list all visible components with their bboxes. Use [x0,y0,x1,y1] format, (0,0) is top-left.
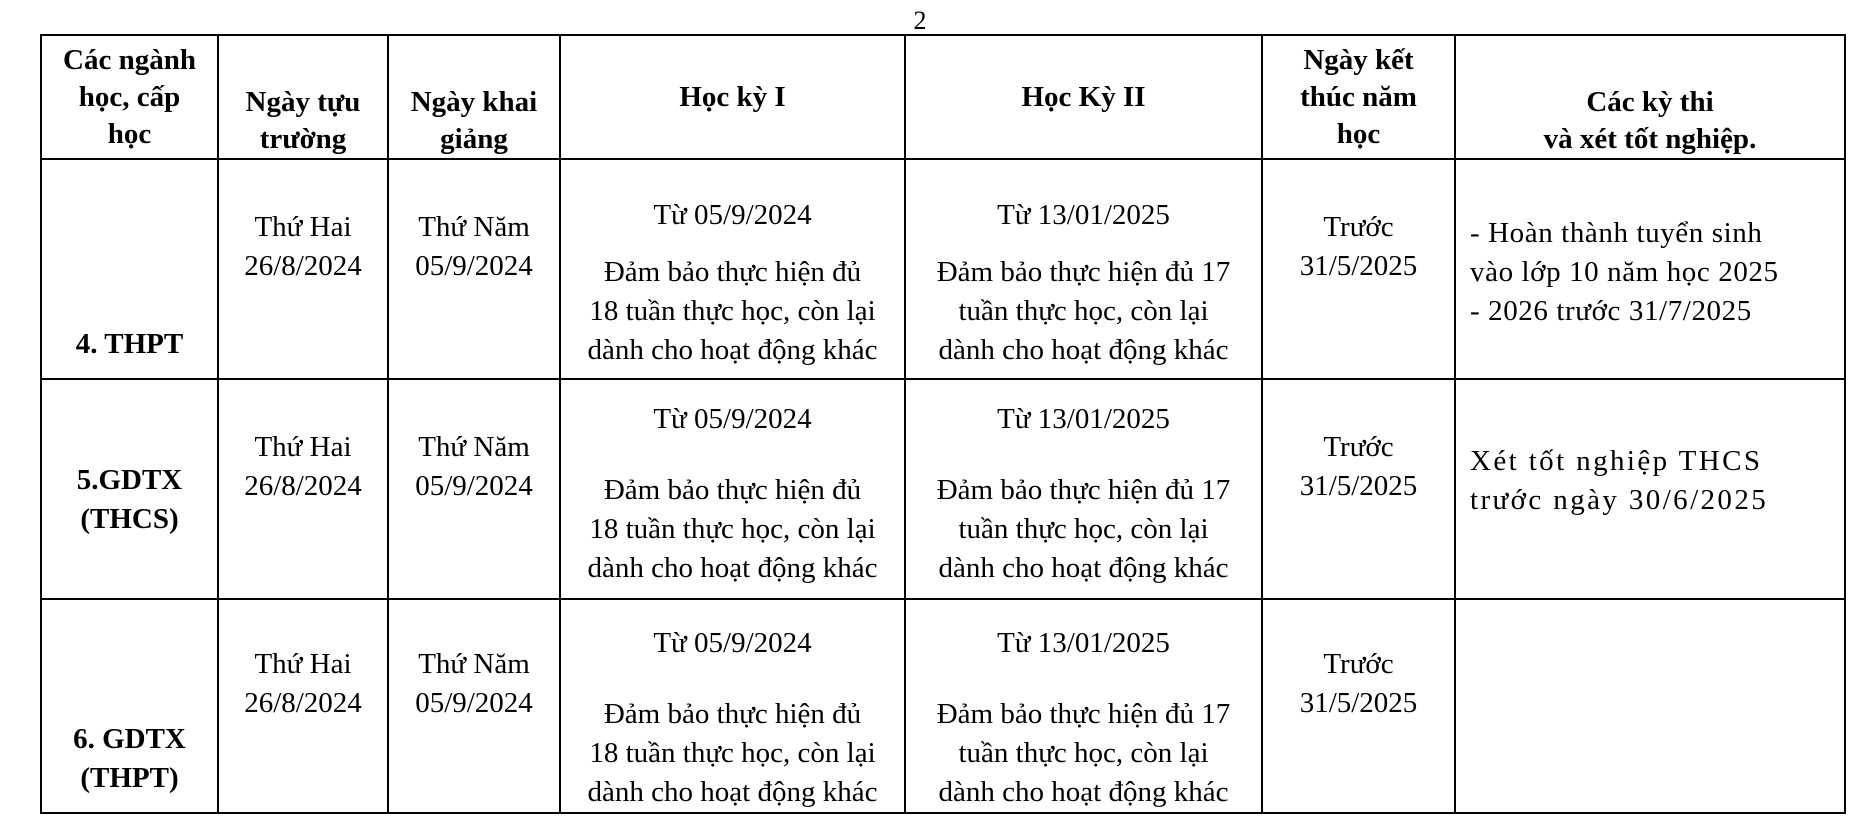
term-2-cell [905,379,1262,599]
header-exams-line: và xét tốt nghiệp. [1543,123,1757,155]
exams-cell [1455,379,1845,599]
end-label: Trước [1323,431,1394,463]
weekday: Thứ Hai [254,648,352,680]
end-date: 31/5/2025 [1299,250,1418,282]
header-level-line: học [107,117,152,150]
gathering-day-cell [218,379,388,599]
level-cell [41,159,218,379]
level-line: (THCS) [80,503,179,535]
term-description [906,439,1261,588]
exams-cell [1455,159,1845,379]
header-end-line: học [1336,117,1381,150]
term-start: Từ 13/01/2025 [997,403,1170,435]
term-1-cell [560,159,905,379]
term-description-line: dành cho hoạt động khác [587,552,878,584]
term-2-cell [905,159,1262,379]
level-line: 5.GDTX [76,464,183,496]
term-description-line: Đảm bảo thực hiện đủ [603,698,862,730]
term-description [561,235,904,370]
end-date: 31/5/2025 [1299,687,1418,719]
header-end-line: Ngày kết [1303,43,1414,76]
header-level-line: học, cấp [78,80,181,113]
term-1-cell [560,599,905,813]
header-exams-line: Các kỳ thi [1586,86,1714,118]
end-label: Trước [1323,648,1394,680]
term-description-line: 18 tuần thực học, còn lại [589,737,876,769]
opening-day-cell [388,159,560,379]
exams-text [1470,160,1830,331]
term-description [561,663,904,812]
term-description-line: Đảm bảo thực hiện đủ [603,474,862,506]
term-description [906,663,1261,812]
level-line: (THPT) [80,762,179,794]
exams-text [1470,380,1830,520]
header-level [41,35,218,159]
weekday: Thứ Hai [254,211,352,243]
term-description-line: dành cho hoạt động khác [587,334,878,366]
header-gathering-line: trường [259,123,347,155]
term-start: Từ 05/9/2024 [653,199,812,231]
weekday: Thứ Năm [418,431,530,463]
opening-day-cell [388,599,560,813]
school-year-schedule-table [40,34,1846,814]
date: 26/8/2024 [244,250,362,282]
table-row [41,599,1845,813]
term-description-line: dành cho hoạt động khác [938,552,1229,584]
level-text [42,720,217,812]
weekday: Thứ Năm [418,211,530,243]
date: 26/8/2024 [244,470,362,502]
table-row [41,379,1845,599]
page-number: 2 [913,6,927,35]
term-description-line: 18 tuần thực học, còn lại [589,513,876,545]
date: 05/9/2024 [415,250,533,282]
exams-line: vào lớp 10 năm học 2025 [1470,256,1779,288]
weekday: Thứ Năm [418,648,530,680]
end-of-year-cell [1262,159,1455,379]
term-start: Từ 05/9/2024 [653,403,812,435]
table-row [41,159,1845,379]
header-end-line: thúc năm [1300,80,1417,113]
term-description [906,235,1261,370]
term-start: Từ 05/9/2024 [653,627,812,659]
opening-day-cell [388,379,560,599]
term-description-line: 18 tuần thực học, còn lại [589,295,876,327]
term-description-line: Đảm bảo thực hiện đủ 17 [936,256,1231,288]
gathering-day-cell [218,159,388,379]
exams-cell-empty [1455,599,1845,813]
term-start: Từ 13/01/2025 [997,627,1170,659]
end-label: Trước [1323,211,1394,243]
term-description [561,439,904,588]
term-description-line: tuần thực học, còn lại [958,513,1209,545]
header-gathering-day [218,35,388,159]
term-description-line: Đảm bảo thực hiện đủ 17 [936,698,1231,730]
header-opening-day [388,35,560,159]
header-level-line: Các ngành [63,43,196,76]
date: 05/9/2024 [415,687,533,719]
term-description-line: Đảm bảo thực hiện đủ [603,256,862,288]
end-date: 31/5/2025 [1299,470,1418,502]
end-of-year-cell [1262,599,1455,813]
header-opening-line: giảng [440,123,508,155]
end-of-year-cell [1262,379,1455,599]
exams-line: - 2026 trước 31/7/2025 [1470,295,1752,327]
term-description-line: dành cho hoạt động khác [587,776,878,808]
level-cell [41,379,218,599]
exams-line: Xét tốt nghiệp THCS [1470,445,1763,477]
header-end-of-year [1262,35,1455,159]
term-description-line: dành cho hoạt động khác [938,776,1229,808]
exams-line: trước ngày 30/6/2025 [1470,484,1769,516]
term-start: Từ 13/01/2025 [997,199,1170,231]
level-text [42,439,217,539]
date: 26/8/2024 [244,687,362,719]
level-line: 6. GDTX [73,723,186,755]
term-2-cell [905,599,1262,813]
header-term-2: Học Kỳ II [905,35,1262,159]
exams-line: - Hoàn thành tuyển sinh [1470,217,1763,249]
term-1-cell [560,379,905,599]
term-description-line: tuần thực học, còn lại [958,737,1209,769]
level-cell [41,599,218,813]
header-exams [1455,35,1845,159]
gathering-day-cell [218,599,388,813]
term-description-line: Đảm bảo thực hiện đủ 17 [936,474,1231,506]
term-description-line: tuần thực học, còn lại [958,295,1209,327]
header-opening-line: Ngày khai [410,86,538,118]
term-description-line: dành cho hoạt động khác [938,334,1229,366]
level-text: 4. THPT [75,328,184,360]
weekday: Thứ Hai [254,431,352,463]
header-row [41,35,1845,159]
header-gathering-line: Ngày tựu [245,86,361,118]
date: 05/9/2024 [415,470,533,502]
header-term-1: Học kỳ I [560,35,905,159]
